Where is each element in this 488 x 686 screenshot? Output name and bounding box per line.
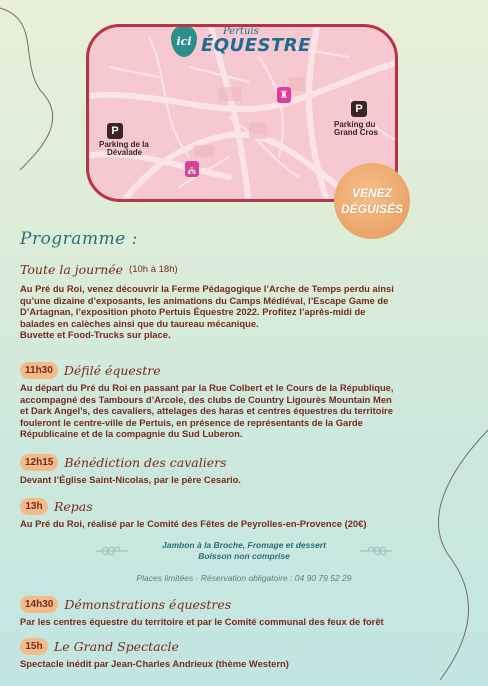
section-name: Repas bbox=[54, 499, 93, 514]
logo-line1: Pertuis bbox=[223, 26, 259, 37]
body-line: accompagné des Tambours d’Arcole, des clubs de Country Ligourès Mountain Men bbox=[20, 393, 392, 405]
section-name: Bénédiction des cavaliers bbox=[64, 455, 227, 470]
section-show bbox=[20, 638, 470, 670]
body-line: Par les centres équestre du territoire et par le Comité communal des feux de forêt bbox=[20, 616, 384, 627]
logo-line2: ÉQUESTRE bbox=[201, 35, 311, 56]
venez-deguises-badge: VENEZ DÉGUISÉS bbox=[334, 163, 410, 239]
section-name: Toute la journée bbox=[20, 262, 124, 277]
tower-pin-icon: ♜ bbox=[277, 87, 291, 103]
section-parade bbox=[20, 362, 470, 440]
time-pill: 14h30 bbox=[20, 596, 58, 613]
parking-right-label: Parking du Grand Cros bbox=[334, 120, 379, 138]
body-line: et Dark Angel’s, des cavaliers, attelages des haras et centres équestres du territoire bbox=[20, 405, 393, 417]
section-name: Le Grand Spectacle bbox=[54, 639, 179, 654]
parking-left-icon: P bbox=[107, 123, 123, 139]
pertuis-equestre-logo bbox=[171, 25, 311, 57]
parking-left-label: Parking de la Dévalade bbox=[99, 140, 149, 158]
section-sub: (10h à 18h) bbox=[129, 264, 178, 275]
body-line: Républicaine et de la compagnie du Sud Luberon. bbox=[20, 428, 243, 440]
menu-line-2: Boisson non comprise bbox=[198, 551, 290, 561]
section-name: Démonstrations équestres bbox=[64, 597, 232, 612]
left-leaf-icon bbox=[94, 544, 130, 558]
ici-pin-icon: ici bbox=[171, 25, 197, 57]
body-line: Au Pré du Roi, venez découvrir la Ferme Pédagogique l’Arche de Temps perdu ainsi bbox=[20, 283, 394, 294]
section-meal bbox=[20, 498, 470, 530]
section-name: Défilé équestre bbox=[63, 363, 161, 378]
time-pill: 15h bbox=[20, 638, 48, 655]
section-all-day bbox=[20, 262, 470, 341]
church-pin-icon: ⛪ bbox=[185, 161, 199, 177]
section-demonstrations bbox=[20, 596, 470, 628]
time-pill: 12h15 bbox=[20, 454, 58, 471]
body-line: balades en calèches ainsi que du taureau mécanique. bbox=[20, 317, 259, 329]
body-line: Spectacle inédit par Jean-Charles Andrieux (thème Western) bbox=[20, 658, 289, 669]
reservation-info: Places limitées · Réservation obligatoire : 04 90 79 52 29 bbox=[136, 573, 352, 583]
time-pill: 11h30 bbox=[20, 362, 58, 379]
body-line: qu’une dizaine d’exposants, les animations du Camps Médiéval, l’Escape Game de bbox=[20, 294, 389, 306]
meal-menu bbox=[94, 540, 394, 562]
body-line: Au départ du Pré du Roi en passant par la Rue Colbert et le Cours de la République, bbox=[20, 382, 394, 393]
body-line: Buvette et Food-Trucks sur place. bbox=[20, 329, 171, 341]
right-leaf-icon bbox=[358, 544, 394, 558]
time-pill: 13h bbox=[20, 498, 48, 515]
menu-line-1: Jambon à la Broche, Fromage et dessert bbox=[162, 540, 326, 550]
body-line: Devant l’Église Saint-Nicolas, par le père Cesario. bbox=[20, 474, 241, 485]
parking-right-icon: P bbox=[351, 101, 367, 117]
body-line: D’Artagnan, l’exposition photo Pertuis Équestre 2022. Profitez l’après-midi de bbox=[20, 306, 366, 318]
body-line: fouleront le centre-ville de Pertuis, en présence de représentants de la Garde bbox=[20, 416, 363, 428]
body-line: Au Pré du Roi, réalisé par le Comité des Fêtes de Peyrolles-en-Provence (20€) bbox=[20, 518, 367, 529]
programme-title: Programme : bbox=[20, 229, 138, 249]
section-blessing bbox=[20, 454, 470, 486]
